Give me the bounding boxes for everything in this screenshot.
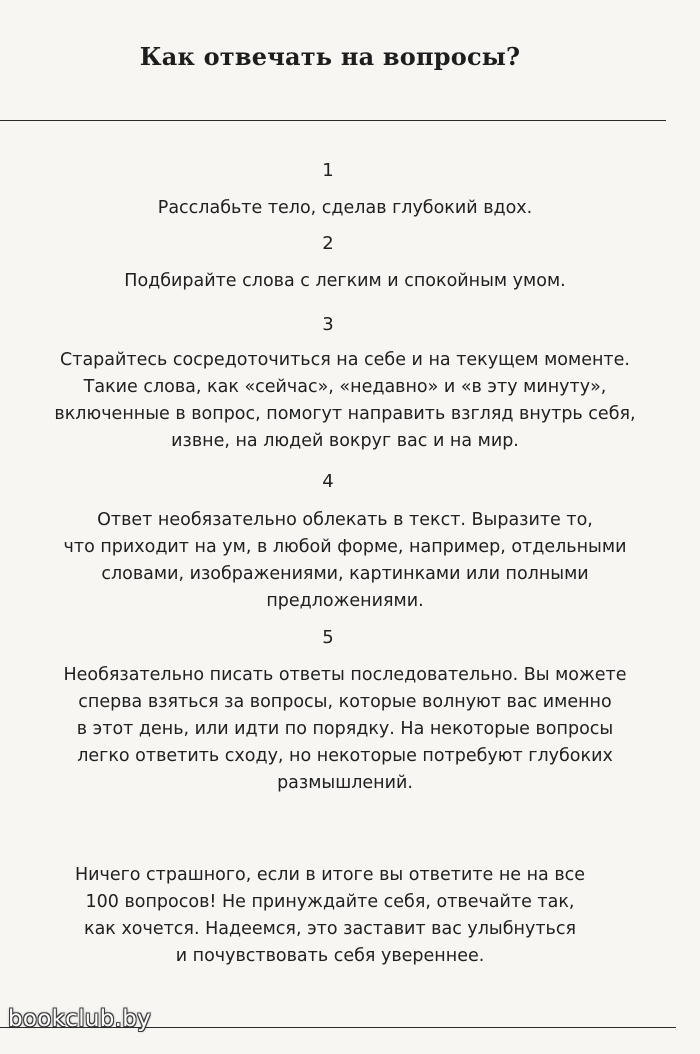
text-line: Расслабьте тело, сделав глубокий вдох. [157,198,533,218]
text-line: Необязательно писать ответы последовательно. Вы можете [63,665,627,685]
page-title: Как отвечать на вопросы? [139,42,521,71]
step-number: 3 [322,314,334,335]
step-text [0,268,690,295]
step-number: 1 [322,160,334,181]
text-line: включенные в вопрос, помогут направить взгляд внутрь себя, [54,404,636,424]
text-line: размышлений. [277,773,413,793]
text-line: в этот день, или идти по порядку. На некоторые вопросы [76,719,614,739]
step-text [0,507,690,615]
text-line: и почувствовать себя увереннее. [175,946,485,966]
text-line: легко ответить сходу, но некоторые потребуют глубоких [77,746,613,766]
text-line: 100 вопросов! Не принуждайте себя, отвечайте так, [85,892,575,912]
text-line: извне, на людей вокруг вас и на мир. [171,431,519,451]
text-line: как хочется. Надеемся, это заставит вас улыбнуться [84,919,576,939]
step-text [0,195,690,222]
step-number: 5 [322,627,334,648]
text-line: Такие слова, как «сейчас», «недавно» и «в эту минуту», [83,377,607,397]
watermark: bookclub.by [8,1006,152,1032]
text-line: что приходит на ум, в любой форме, например, отдельными [63,537,627,557]
closing-text [0,862,660,970]
top-divider [0,120,666,121]
text-line: Старайтесь сосредоточиться на себе и на текущем моменте. [60,350,630,370]
text-line: сперва взяться за вопросы, которые волнуют вас именно [78,692,612,712]
step-text [0,347,690,455]
text-line: Ответ необязательно облекать в текст. Выразите то, [97,510,593,530]
text-line: Ничего страшного, если в итоге вы ответите не на все [74,865,586,885]
step-text [0,662,690,797]
text-line: Подбирайте слова с легким и спокойным умом. [124,271,566,291]
text-line: предложениями. [266,591,424,611]
text-line: словами, изображениями, картинками или полными [101,564,589,584]
step-number: 4 [322,471,334,492]
step-number: 2 [322,233,334,254]
